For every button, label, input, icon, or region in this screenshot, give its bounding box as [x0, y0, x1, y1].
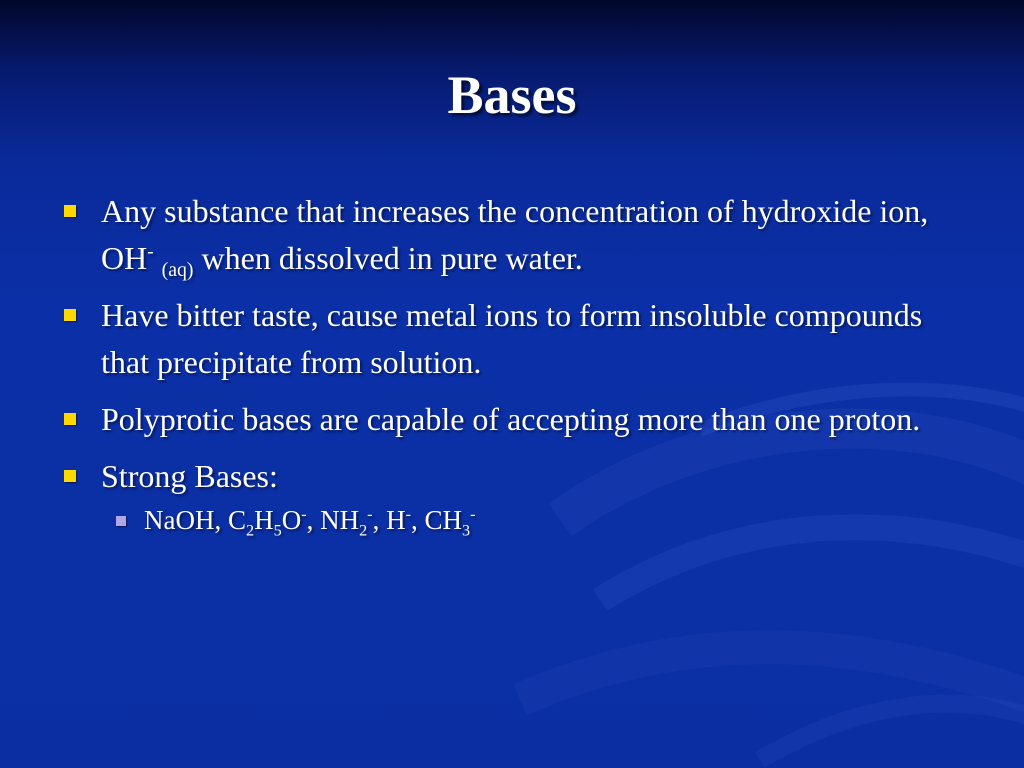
square-bullet-icon — [64, 205, 76, 217]
square-bullet-icon — [64, 470, 76, 482]
bullet-text: Have bitter taste, cause metal ions to form insoluble compounds that precipitate from solution. — [101, 297, 923, 380]
bullet-text: Polyprotic bases are capable of accepting more than one proton. — [101, 401, 921, 437]
bullet-item-polyprotic — [64, 396, 964, 443]
sub-bullet-text: NaOH, $C_2H_5O^-$, $NH_2^-$, H-, $CH_3^-$ — [144, 505, 476, 540]
bullet-text: Any substance that increases the concentration of hydroxide ion, OH- $_{(aq)}$ when dissolved in pure water. — [101, 193, 929, 281]
slide-title: Bases — [447, 65, 577, 125]
bullet-item-strong-bases — [64, 453, 964, 500]
square-bullet-icon — [64, 309, 76, 321]
bullet-item-properties — [64, 292, 964, 386]
bullet-item-definition — [64, 188, 964, 282]
sub-bullet-item-strong-base-examples — [116, 502, 964, 538]
bullet-text: Strong Bases: — [101, 458, 278, 494]
square-bullet-icon — [64, 413, 76, 425]
square-sub-bullet-icon — [116, 516, 126, 526]
bullet-list — [64, 188, 964, 538]
